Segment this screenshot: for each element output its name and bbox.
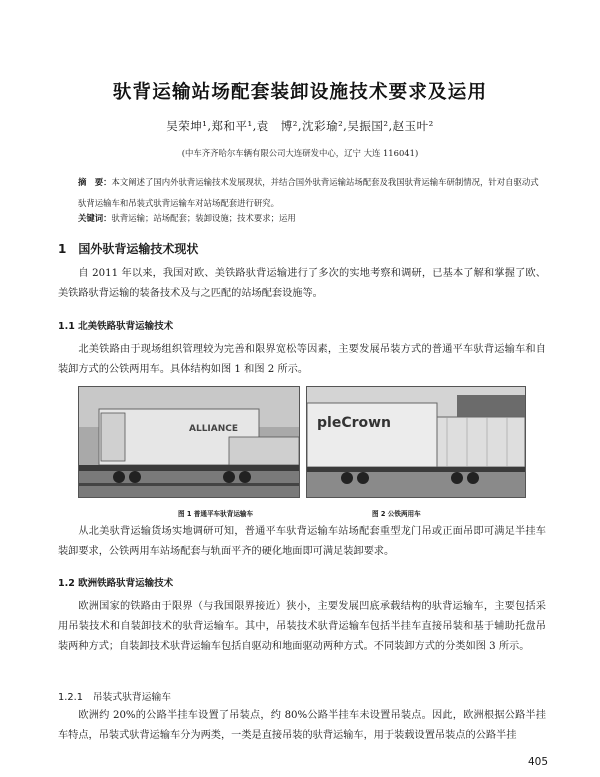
- abstract: [78, 172, 546, 214]
- figure-2-photo: [306, 386, 526, 498]
- figure-1-photo: [78, 386, 300, 498]
- section-1-1-paragraph-1: 北美铁路由于现场组织管理较为完善和限界宽松等因素，主要发展吊装方式的普通平车驮背运输车和自装卸方式的公铁两用车。具体结构如图 1 和图 2 所示。: [58, 344, 546, 375]
- section-1-heading: 1 国外驮背运输技术现状: [58, 242, 199, 256]
- figure-1-image: [79, 387, 299, 497]
- figure-1-trailer-text: ALLIANCE: [189, 424, 239, 434]
- section-1-paragraph: 自 2011 年以来，我国对欧、美铁路驮背运输进行了多次的实地考察和调研，已基本了解和掌握了欧、美铁路驮背运输的装备技术及与之匹配的站场配套设施等。: [58, 268, 546, 299]
- author-list: 吴荣坤¹,郑和平¹,袁 博²,沈彩瑜²,吴振国²,赵玉叶²: [166, 119, 434, 133]
- figure-2-caption: 图 2 公铁两用车: [372, 510, 421, 518]
- keywords-text: 驮背运输；站场配套；装卸设施；技术要求；运用: [111, 213, 296, 223]
- section-1-2-heading: 1.2 欧洲铁路驮背运输技术: [58, 578, 174, 589]
- section-1-2-1-paragraph: 欧洲约 20%的公路半挂车设置了吊装点，约 80%公路半挂车未设置吊装点。因此，欧洲根据公路半挂车特点，吊装式驮背运输车分为两类，一类是直接吊装的驮背运输车，用于装载设置吊装点的公路半挂: [58, 710, 546, 741]
- section-1-2-paragraph: 欧洲国家的铁路由于限界（与我国限界接近）狭小，主要发展凹底承载结构的驮背运输车，主要包括采用吊装技术和自装卸技术的驮背运输车。其中，吊装技术驮背运输车包括半挂车直接吊装和基于辅助托盘吊装两种方式；自装卸技术驮背运输车包括自驱动和地面驱动两种方式。不同装卸方式的分类如图 3 所示。: [58, 601, 546, 652]
- figure-1-caption: 图 1 普通平车驮背运输车: [178, 510, 254, 518]
- affiliation: (中车齐齐哈尔车辆有限公司大连研发中心，辽宁 大连 116041): [181, 148, 419, 158]
- paper-title: 驮背运输站场配套装卸设施技术要求及运用: [112, 82, 488, 103]
- abstract-text: 本文阐述了国内外驮背运输技术发展现状，并结合国外驮背运输站场配套及我国驮背运输车研制情况，针对自驱动式驮背运输车和吊装式驮背运输车对站场配套进行研究。: [78, 177, 539, 208]
- section-1-2-1-heading: 1.2.1 吊装式驮背运输车: [58, 692, 172, 703]
- section-1-1-paragraph-2: 从北美驮背运输货场实地调研可知，普通平车驮背运输车站场配套重型龙门吊或正面吊即可满足半挂车装卸要求，公铁两用车站场配套与轨面平齐的硬化地面即可满足装卸要求。: [58, 526, 546, 557]
- keywords: [78, 212, 546, 224]
- abstract-label: 摘 要：: [78, 177, 112, 187]
- figure-2-image: [307, 387, 525, 497]
- figure-2-trailer-text: pleCrown: [317, 415, 392, 431]
- keywords-label: 关键词：: [78, 213, 112, 223]
- section-1-1-heading: 1.1 北美铁路驮背运输技术: [58, 321, 174, 332]
- page-number: 405: [527, 756, 548, 768]
